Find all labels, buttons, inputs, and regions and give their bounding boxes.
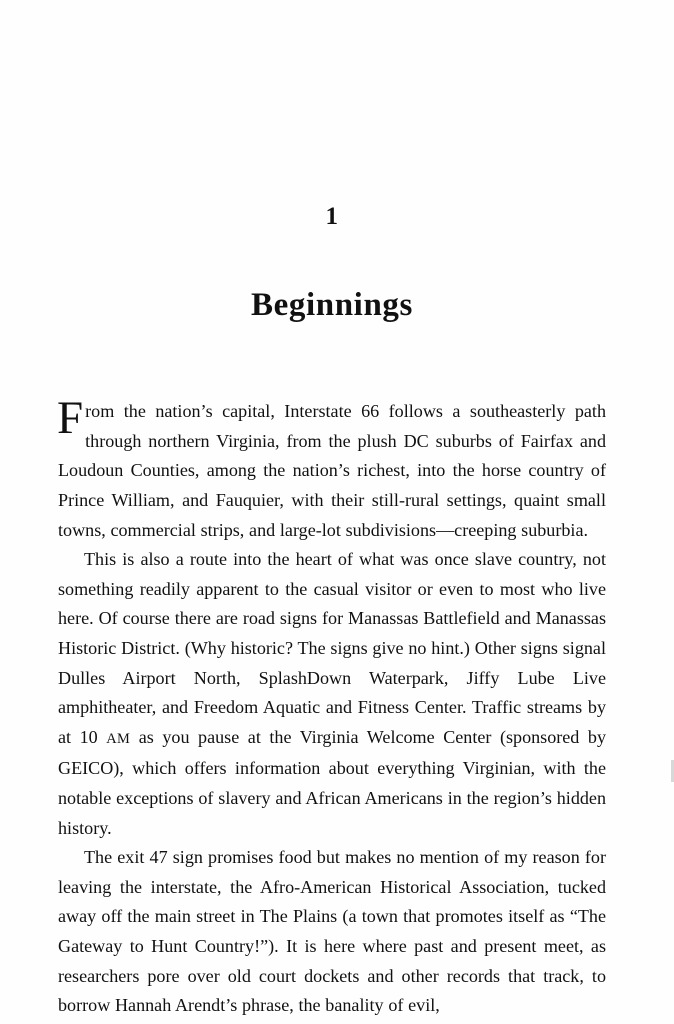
paragraph-1: [57, 392, 606, 545]
page-content: [58, 0, 606, 1021]
drop-cap: F: [57, 392, 84, 445]
paragraph-2-text-a: This is also a route into the heart of what was once slave country, not something readily apparent to the casual visitor or even to most who live here. Of course there are road signs for Manassas Battlefield and Manassas Historic District. (Why historic? The signs give no hint.) Other signs signal Dulles Airport North, SplashDown Waterpark, Jiffy Lube Live amphitheater, and Freedom Aquatic and Fitness Center. Traffic streams by at 10: [58, 549, 606, 747]
paragraph-2-smallcaps: AM: [106, 730, 131, 747]
paragraph-2: [58, 545, 606, 843]
body-text: [57, 392, 606, 1020]
paragraph-3: The exit 47 sign promises food but makes no mention of my reason for leaving the interstate, the Afro-American Historical Association, tucked away off the main street in The Plains (a town that promotes itself as “The Gateway to Hunt Country!”). It is here where past and present meet, as researchers pore over old court dockets and other records that track, to borrow Hannah Arendt’s phrase, the banality of evil,: [58, 847, 606, 1016]
chapter-title: Beginnings: [251, 287, 413, 323]
paragraph-2-text-b: as you pause at the Virginia Welcome Center (sponsored by GEICO), which offers information about everything Virginian, with the notable exceptions of slavery and African Americans in the region’s hidden history.: [58, 726, 606, 838]
paragraph-1-text: rom the nation’s capital, Interstate 66 follows a southeasterly path through northern Virginia, from the plush DC suburbs of Fairfax and Loudoun Counties, among the nation’s richest, into the horse country of Prince William, and Fauquier, with their still-rural settings, quaint small towns, commercial strips, and large-lot subdivisions—creeping suburbia.: [58, 401, 606, 540]
chapter-number: 1: [325, 203, 339, 230]
